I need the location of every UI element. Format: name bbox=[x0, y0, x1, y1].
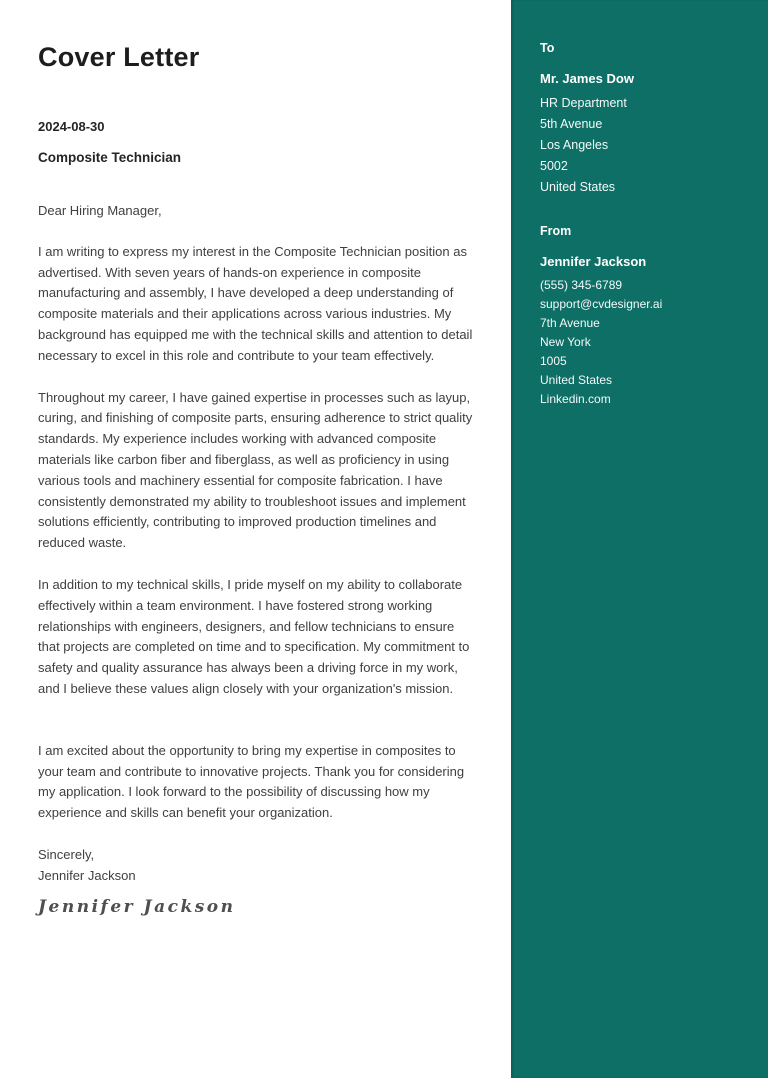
recipient-name: Mr. James Dow bbox=[540, 71, 634, 86]
closing-word: Sincerely, bbox=[38, 846, 95, 862]
sender-street: 7th Avenue bbox=[540, 316, 600, 330]
recipient-city: Los Angeles bbox=[540, 138, 609, 152]
sender-name: Jennifer Jackson bbox=[540, 254, 647, 269]
from-section bbox=[540, 224, 748, 409]
recipient-country: United States bbox=[540, 180, 616, 194]
sender-country: United States bbox=[540, 373, 613, 387]
to-section bbox=[540, 41, 748, 198]
to-label: To bbox=[540, 41, 555, 55]
letter-paragraph: Throughout my career, I have gained expertise in processes such as layup, curing, and finishing of composite parts, ensuring adherence to strict quality standards. My experience includes working with advanced composite materials like carbon fiber and fiberglass, as well as proficiency in using various tools and machinery essential for composite fabrication. I have consistently demonstrated my ability to troubleshoot issues and implement solutions efficiently, contributing to improved production timelines and reduced waste. bbox=[38, 389, 473, 551]
sender-linkedin: Linkedin.com bbox=[540, 392, 611, 406]
letter-date: 2024-08-30 bbox=[38, 119, 105, 135]
handwritten-signature: Jennifer Jackson bbox=[38, 896, 236, 917]
sender-email: support@cvdesigner.ai bbox=[540, 297, 663, 311]
page-title: Cover Letter bbox=[38, 42, 200, 72]
sender-postal-code: 1005 bbox=[540, 354, 567, 368]
letter-body bbox=[38, 201, 479, 917]
letter-paragraph: I am writing to express my interest in the Composite Technician position as advertised. With seven years of hands-on experience in composite manufacturing and assembly, I have developed a deep understanding of composite materials and their applications across various industries. My background has equipped me with the technical skills and attention to detail necessary to excel in this role and contribute to your team effectively. bbox=[38, 243, 473, 363]
recipient-department: HR Department bbox=[540, 96, 627, 110]
letter-paragraph: In addition to my technical skills, I pride myself on my ability to collaborate effectively within a team environment. I have fostered strong working relationships with engineers, designers, and fellow technicians to ensure that projects are completed on time and to specification. My commitment to safety and quality assurance has always been a driving force in my work, and I believe these values align closely with your organization's mission. bbox=[38, 577, 470, 696]
signer-name: Jennifer Jackson bbox=[38, 867, 136, 883]
from-label: From bbox=[540, 224, 572, 238]
sender-city: New York bbox=[540, 335, 591, 349]
contact-sidebar bbox=[511, 0, 768, 1078]
salutation: Dear Hiring Manager, bbox=[38, 203, 162, 219]
recipient-postal-code: 5002 bbox=[540, 159, 568, 173]
sender-phone: (555) 345-6789 bbox=[540, 278, 623, 292]
letter-paragraph: I am excited about the opportunity to bring my expertise in composites to your team and contribute to innovative projects. Thank you for considering my application. I look forward to the possibility of discussing how my experience and skills can benefit your organization. bbox=[38, 742, 465, 821]
recipient-details bbox=[540, 93, 748, 198]
closing-block bbox=[38, 845, 479, 887]
job-position-title: Composite Technician bbox=[38, 150, 182, 166]
sender-details bbox=[540, 276, 748, 409]
recipient-street: 5th Avenue bbox=[540, 117, 603, 131]
